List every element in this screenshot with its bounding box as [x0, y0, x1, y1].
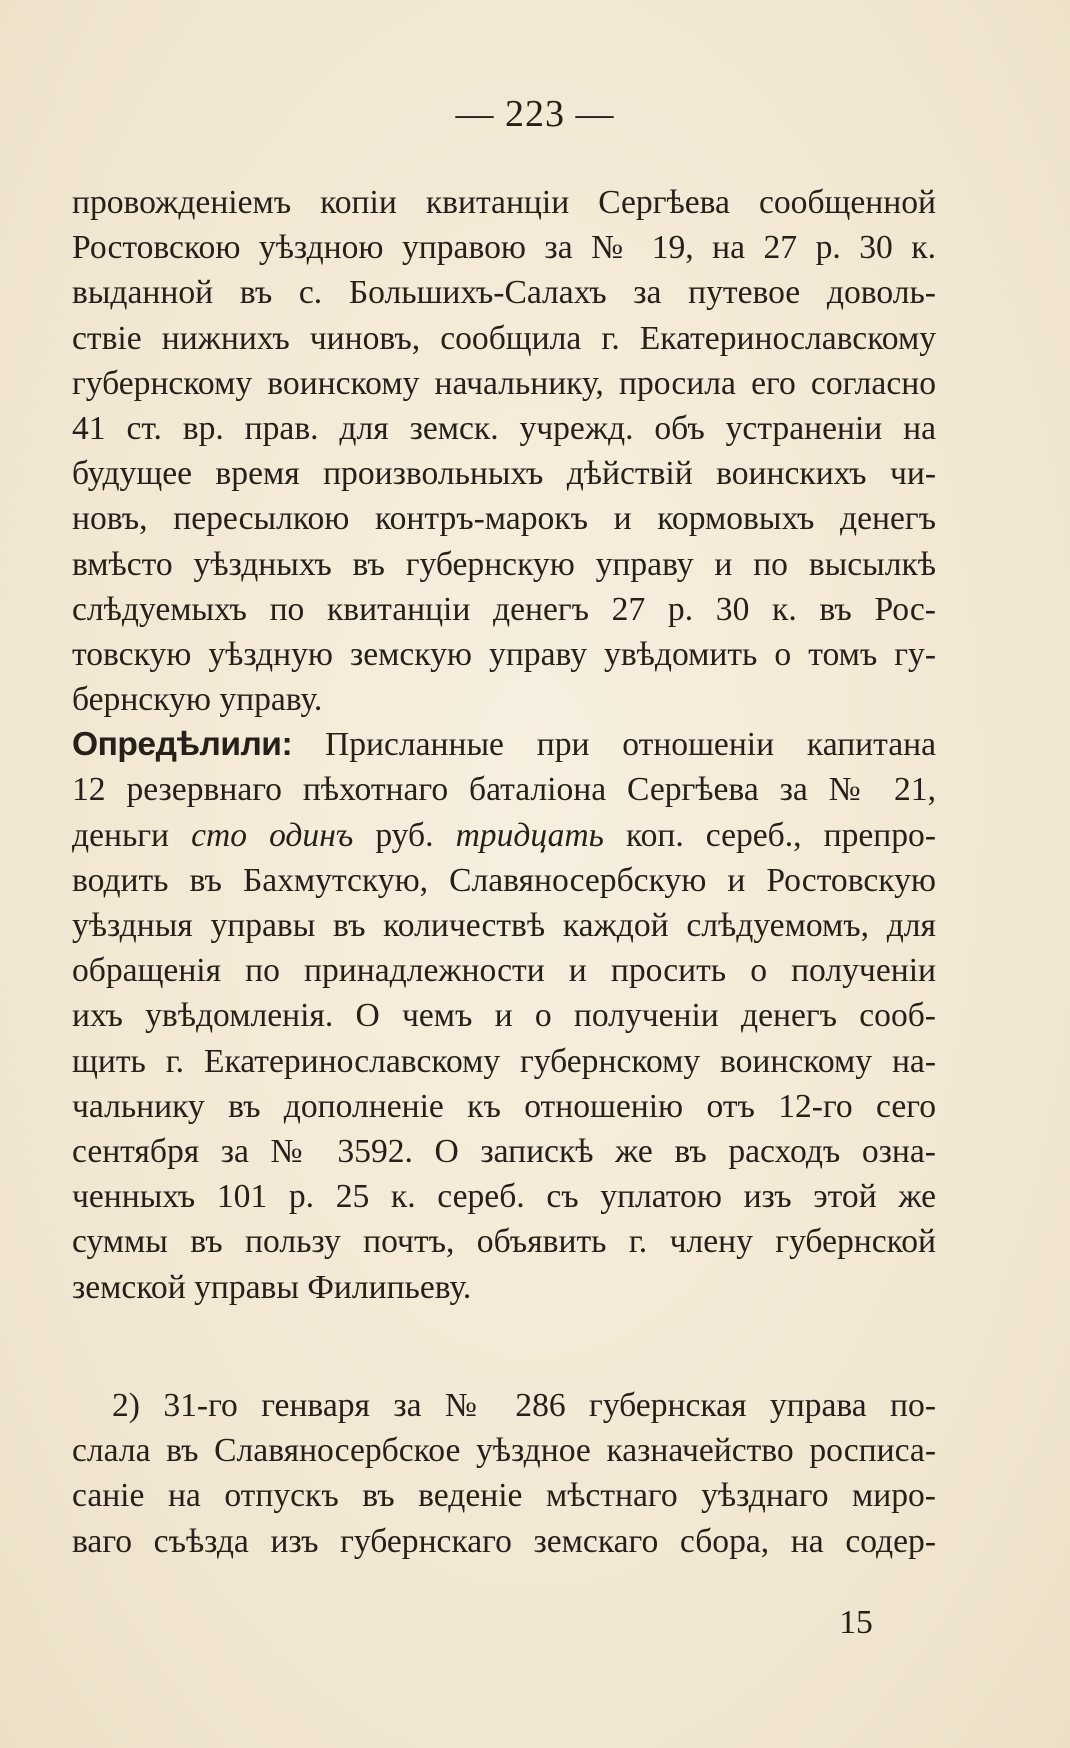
text-line: Ростовскою уѣздною управою за № 19, на 27 р. 30 к.	[72, 229, 936, 267]
text-line-with-italics	[72, 813, 936, 858]
text-line: 2) 31-го генваря за № 286 губернская управа по-	[112, 1387, 936, 1424]
text-line: уѣздныя управы въ количествѣ каждой слѣдуемомъ, для	[72, 907, 936, 944]
text-line: сентября за № 3592. О запискѣ же въ расходъ озна-	[72, 1132, 936, 1170]
text-line: суммы въ пользу почтъ, объявить г. члену губернской	[72, 1223, 936, 1261]
text-line: бернскую управу.	[72, 681, 323, 719]
text-run: руб.	[353, 816, 456, 854]
italic-amount-kopecks: тридцать	[455, 816, 604, 854]
text-line: 12 резервнаго пѣхотнаго баталіона Сергѣева за № 21,	[72, 771, 936, 809]
text-line: ствіе нижнихъ чиновъ, сообщила г. Екатеринославскому	[72, 319, 936, 357]
text-line: водить въ Бахмутскую, Славяносербскую и Ростовскую	[72, 861, 936, 899]
text-line: земской управы Филипьеву.	[72, 1268, 472, 1306]
text-line: провожденіемъ копіи квитанціи Сергѣева сообщенной	[72, 184, 936, 221]
text-line: ваго съѣзда изъ губернскаго земскаго сбора, на содер-	[72, 1522, 936, 1560]
text-line: ченныхъ 101 р. 25 к. сереб. съ уплатою изъ этой же	[72, 1178, 936, 1216]
italic-amount-rubles: сто одинъ	[191, 816, 354, 854]
text-line: слала въ Славяносербское уѣздное казначейство росписа-	[72, 1432, 936, 1470]
resolution-text: Присланные при отношеніи капитана	[292, 726, 936, 764]
text-line: выданной въ с. Большихъ-Салахъ за путевое доволь-	[72, 274, 936, 312]
numbered-item-2	[72, 1383, 936, 1564]
text-line: новъ, пересылкою контръ-марокъ и кормовыхъ денегъ	[72, 500, 936, 538]
text-line: ихъ увѣдомленія. О чемъ и о полученіи денегъ сооб-	[72, 997, 936, 1035]
text-line: 41 ст. вр. прав. для земск. учрежд. объ устраненіи на	[72, 409, 936, 447]
main-text	[72, 180, 936, 1310]
text-run: коп. сереб., препро-	[603, 816, 936, 854]
text-line: обращенія по принадлежности и просить о полученіи	[72, 952, 936, 990]
text-line: губернскому воинскому начальнику, просила его согласно	[72, 364, 936, 402]
text-line: саніе на отпускъ въ веденіе мѣстнаго уѣзднаго миро-	[72, 1477, 936, 1515]
signature-mark: 15	[839, 1604, 873, 1641]
text-line: чальнику въ дополненіе къ отношенію отъ 12-го сего	[72, 1087, 936, 1125]
text-run: деньги	[72, 816, 192, 854]
text-line: товскую уѣздную земскую управу увѣдомить о томъ гу-	[72, 635, 936, 673]
text-line: будущее время произвольныхъ дѣйствій воинскихъ чи-	[72, 455, 936, 493]
text-line: вмѣсто уѣздныхъ въ губернскую управу и по высылкѣ	[72, 545, 936, 583]
text-line: слѣдуемыхъ по квитанціи денегъ 27 р. 30 к. въ Рос-	[72, 590, 936, 628]
text-line: щить г. Екатеринославскому губернскому воинскому на-	[72, 1042, 936, 1080]
resolution-heading: Опредѣлили:	[72, 726, 293, 764]
page-number: — 223 —	[455, 93, 615, 135]
resolution-line	[72, 722, 936, 767]
